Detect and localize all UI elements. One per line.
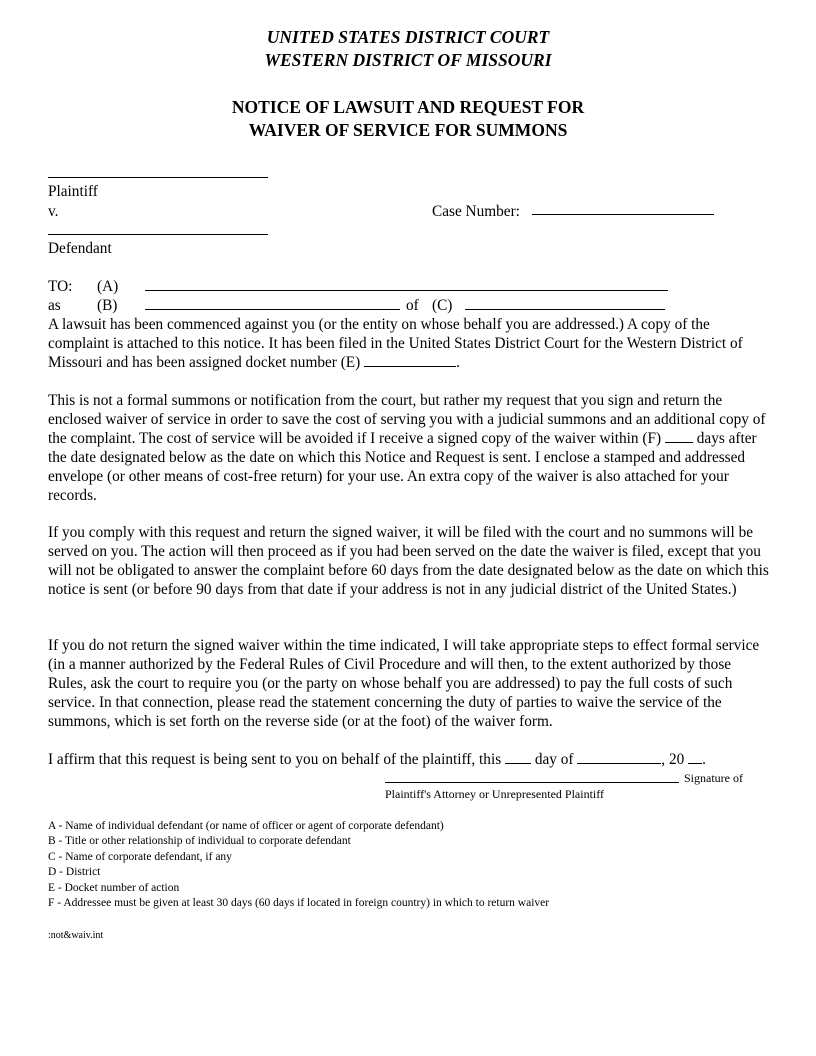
b-label: (B) <box>97 297 118 314</box>
c-label: (C) <box>432 297 453 314</box>
paragraph-1-text: A lawsuit has been commenced against you (or the entity on whose behalf you are addressed.) A copy of the complaint is attached to this notice. It has been filed in the United States District Court for the Western District of Missouri and has been assigned docket number (E) <box>48 316 743 371</box>
case-number-label: Case Number: <box>432 203 520 220</box>
as-label: as <box>48 297 61 314</box>
file-reference: :not&waiv.int <box>48 930 104 941</box>
signature-of-label: Signature of <box>684 771 743 785</box>
signature-caption: Plaintiff's Attorney or Unrepresented Plaintiff <box>385 787 605 801</box>
signature-line[interactable] <box>385 782 679 783</box>
plaintiff-name-line[interactable] <box>48 177 268 178</box>
defendant-name-line[interactable] <box>48 234 268 235</box>
paragraph-comply <box>48 523 770 599</box>
affirmation-end: . <box>702 751 706 768</box>
plaintiff-label: Plaintiff <box>48 183 98 200</box>
addressee-c-line[interactable] <box>465 309 665 310</box>
legend-item-a: A - Name of individual defendant (or name of officer or agent of corporate defendant) <box>48 820 444 832</box>
legend-item-d: D - District <box>48 866 101 878</box>
affirmation-line <box>48 750 706 769</box>
year-blank[interactable] <box>688 750 702 764</box>
a-label: (A) <box>97 278 119 295</box>
document-title-line2: WAIVER OF SERVICE FOR SUMMONS <box>248 120 568 140</box>
docket-number-blank[interactable] <box>364 353 456 367</box>
of-label: of <box>406 297 419 314</box>
versus-label: v. <box>48 203 59 220</box>
paragraph-2-text: This is not a formal summons or notification from the court, but rather my request that you sign and return the enclosed waiver of service in order to save the cost of serving you with a judicial summons and an additional copy of the complaint. The cost of service will be avoided if I receive a signed copy of the waiver within (F) <box>48 392 766 447</box>
day-of-label: day of <box>534 751 574 768</box>
legend-item-e: E - Docket number of action <box>48 882 180 894</box>
paragraph-2-text-cont: days after the date designated below as the date on which this Notice and Request is sent. I enclose a stamped and addressed envelope (or other means of cost-free return) for your use. An extra copy of the waiver is also attached for your records. <box>48 430 757 504</box>
month-blank[interactable] <box>577 750 661 764</box>
case-number-line[interactable] <box>532 214 714 215</box>
legend-item-b: B - Title or other relationship of individual to corporate defendant <box>48 835 351 847</box>
legend-item-f: F - Addressee must be given at least 30 days (60 days if located in foreign country) in which to return waiver <box>48 897 550 909</box>
court-name-line1: UNITED STATES DISTRICT COURT <box>266 27 550 47</box>
affirmation-text: I affirm that this request is being sent to you on behalf of the plaintiff, this <box>48 751 502 768</box>
paragraph-1-end: . <box>456 354 460 371</box>
addressee-a-line[interactable] <box>145 290 668 291</box>
court-name-line2: WESTERN DISTRICT OF MISSOURI <box>264 50 552 70</box>
paragraph-lawsuit-commenced <box>48 315 770 372</box>
day-blank[interactable] <box>505 750 531 764</box>
paragraph-4-text: If you do not return the signed waiver within the time indicated, I will take appropriate steps to effect formal service (in a manner authorized by the Federal Rules of Civil Procedure and will then, to the extent authorized by those Rules, ask the court to require you (or the party on whose behalf you are addressed) to pay the full costs of such service. In that connection, please read the statement concerning the duty of parties to waive the service of the summons, which is set forth on the reverse side (or at the foot) of the waiver form. <box>48 637 760 730</box>
defendant-label: Defendant <box>48 240 112 257</box>
legend-item-c: C - Name of corporate defendant, if any <box>48 851 232 863</box>
addressee-b-line[interactable] <box>145 309 400 310</box>
document-title-line1: NOTICE OF LAWSUIT AND REQUEST FOR <box>231 97 585 117</box>
days-blank[interactable] <box>665 429 693 443</box>
paragraph-not-return <box>48 636 770 731</box>
paragraph-3-text: If you comply with this request and return the signed waiver, it will be filed with the court and no summons will be served on you. The action will then proceed as if you had been served on the date the waiver is filed, except that you will not be obligated to answer the complaint before 60 days from the date designated below as the date on which this notice is sent (or before 90 days from that date if your address is not in any judicial district of the United States.) <box>48 524 769 598</box>
paragraph-request-waiver <box>48 391 770 505</box>
to-label: TO: <box>48 278 73 295</box>
year-prefix: , 20 <box>661 751 685 768</box>
